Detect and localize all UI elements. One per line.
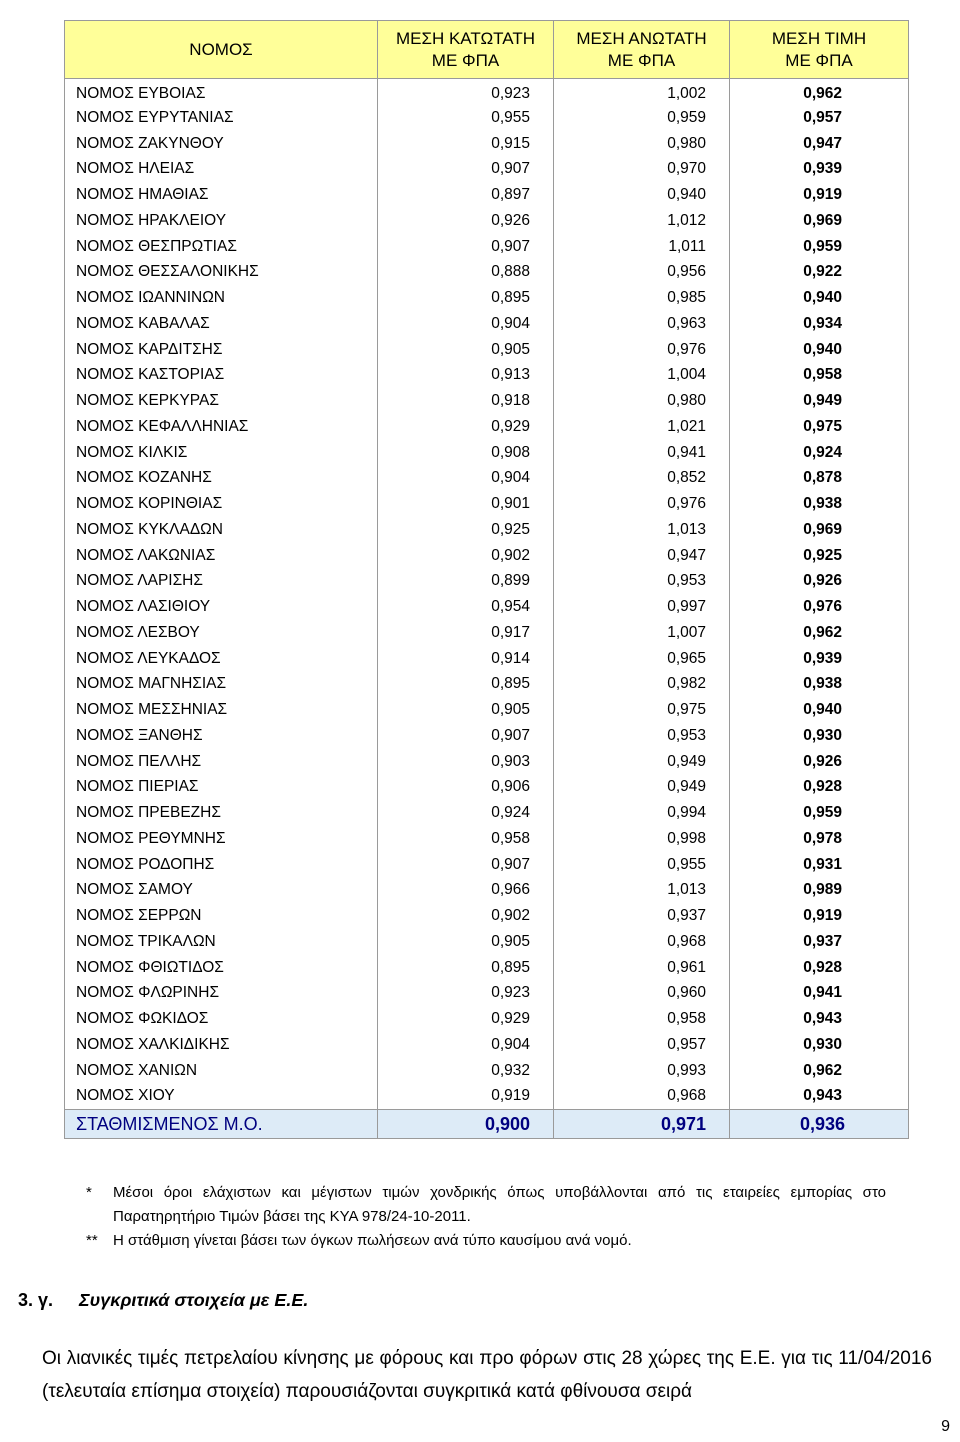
prefecture-name: ΝΟΜΟΣ ΜΕΣΣΗΝΙΑΣ (65, 697, 378, 723)
avg-min-value: 0,929 (378, 414, 554, 440)
avg-price-value: 0,958 (730, 363, 909, 389)
prefecture-name: ΝΟΜΟΣ ΕΥΒΟΙΑΣ (65, 79, 378, 106)
prefecture-name: ΝΟΜΟΣ ΛΕΥΚΑΔΟΣ (65, 646, 378, 672)
table-row (65, 1084, 909, 1110)
prefecture-name: ΝΟΜΟΣ ΣΑΜΟΥ (65, 878, 378, 904)
avg-price-value: 0,939 (730, 157, 909, 183)
avg-price-value: 0,919 (730, 903, 909, 929)
avg-price-value: 0,941 (730, 981, 909, 1007)
avg-price-value: 0,922 (730, 260, 909, 286)
avg-max-value: 0,959 (554, 105, 730, 131)
avg-max-value: 0,963 (554, 311, 730, 337)
section-heading (18, 1290, 308, 1311)
avg-min-value: 0,906 (378, 775, 554, 801)
avg-price-value: 0,989 (730, 878, 909, 904)
avg-max-value: 1,007 (554, 620, 730, 646)
avg-price-value: 0,925 (730, 543, 909, 569)
prefecture-name: ΝΟΜΟΣ ΚΑΡΔΙΤΣΗΣ (65, 337, 378, 363)
avg-max-value: 0,982 (554, 672, 730, 698)
avg-max-value: 0,941 (554, 440, 730, 466)
prefecture-name: ΝΟΜΟΣ ΘΕΣΣΑΛΟΝΙΚΗΣ (65, 260, 378, 286)
table-row (65, 646, 909, 672)
avg-max-value: 0,998 (554, 826, 730, 852)
footnote-mark: ** (86, 1232, 98, 1249)
footnote-single-asterisk (86, 1181, 886, 1229)
prefecture-name: ΝΟΜΟΣ ΣΕΡΡΩΝ (65, 903, 378, 929)
avg-min-value: 0,913 (378, 363, 554, 389)
avg-max-value: 0,997 (554, 594, 730, 620)
prefecture-name: ΝΟΜΟΣ ΠΡΕΒΕΖΗΣ (65, 800, 378, 826)
avg-price-value: 0,938 (730, 672, 909, 698)
avg-min-value: 0,903 (378, 749, 554, 775)
table-row (65, 620, 909, 646)
avg-price-value: 0,962 (730, 1058, 909, 1084)
table-row (65, 594, 909, 620)
prefecture-name: ΝΟΜΟΣ ΚΕΡΚΥΡΑΣ (65, 388, 378, 414)
avg-min-value: 0,924 (378, 800, 554, 826)
avg-min-value: 0,905 (378, 697, 554, 723)
table-row (65, 260, 909, 286)
prefecture-name: ΝΟΜΟΣ ΛΑΡΙΣΗΣ (65, 569, 378, 595)
table-row (65, 517, 909, 543)
avg-min-value: 0,904 (378, 466, 554, 492)
table-row (65, 234, 909, 260)
prefecture-name: ΝΟΜΟΣ ΦΘΙΩΤΙΔΟΣ (65, 955, 378, 981)
table-row (65, 157, 909, 183)
avg-price-value: 0,947 (730, 131, 909, 157)
table-row (65, 182, 909, 208)
avg-price-value: 0,930 (730, 723, 909, 749)
table-row (65, 388, 909, 414)
header-avg-price-vat: ΜΕΣΗ ΤΙΜΗ ΜΕ ΦΠΑ (730, 21, 909, 79)
avg-min-value: 0,895 (378, 285, 554, 311)
prefecture-price-table (64, 20, 909, 1139)
avg-min-value: 0,914 (378, 646, 554, 672)
table-row (65, 852, 909, 878)
avg-min-value: 0,917 (378, 620, 554, 646)
prefecture-name: ΝΟΜΟΣ ΦΛΩΡΙΝΗΣ (65, 981, 378, 1007)
prefecture-name: ΝΟΜΟΣ ΤΡΙΚΑΛΩΝ (65, 929, 378, 955)
avg-price-value: 0,943 (730, 1084, 909, 1110)
prefecture-name: ΝΟΜΟΣ ΦΩΚΙΔΟΣ (65, 1006, 378, 1032)
avg-price-value: 0,930 (730, 1032, 909, 1058)
avg-max-value: 0,976 (554, 491, 730, 517)
avg-max-value: 0,968 (554, 929, 730, 955)
footnote-text: Μέσοι όροι ελάχιστων και μέγιστων τιμών χονδρικής όπως υποβάλλονται από τις εταιρείες εμπορίας στο Παρατηρητήριο Τιμών βάσει της ΚΥΑ 978/24-10-2011. (113, 1184, 886, 1225)
avg-min-value: 0,907 (378, 157, 554, 183)
avg-price-value: 0,943 (730, 1006, 909, 1032)
avg-max-value: 0,947 (554, 543, 730, 569)
avg-max-value: 0,953 (554, 569, 730, 595)
weighted-average-row (65, 1110, 909, 1139)
avg-max-value: 0,965 (554, 646, 730, 672)
prefecture-name: ΝΟΜΟΣ ΠΙΕΡΙΑΣ (65, 775, 378, 801)
avg-max-value: 0,956 (554, 260, 730, 286)
section-title: Συγκριτικά στοιχεία με Ε.Ε. (79, 1290, 309, 1310)
table-row (65, 105, 909, 131)
avg-max-value: 0,958 (554, 1006, 730, 1032)
avg-price-value: 0,931 (730, 852, 909, 878)
avg-price-value: 0,940 (730, 697, 909, 723)
prefecture-name: ΝΟΜΟΣ ΡΟΔΟΠΗΣ (65, 852, 378, 878)
weighted-average-price: 0,936 (730, 1110, 909, 1139)
avg-min-value: 0,897 (378, 182, 554, 208)
avg-min-value: 0,923 (378, 79, 554, 106)
avg-max-value: 1,011 (554, 234, 730, 260)
avg-min-value: 0,926 (378, 208, 554, 234)
avg-max-value: 1,004 (554, 363, 730, 389)
table-row (65, 285, 909, 311)
avg-price-value: 0,962 (730, 620, 909, 646)
avg-price-value: 0,957 (730, 105, 909, 131)
prefecture-name: ΝΟΜΟΣ ΖΑΚΥΝΘΟΥ (65, 131, 378, 157)
avg-price-value: 0,978 (730, 826, 909, 852)
avg-price-value: 0,938 (730, 491, 909, 517)
table-row (65, 131, 909, 157)
prefecture-name: ΝΟΜΟΣ ΗΜΑΘΙΑΣ (65, 182, 378, 208)
avg-min-value: 0,908 (378, 440, 554, 466)
avg-max-value: 0,993 (554, 1058, 730, 1084)
avg-price-value: 0,934 (730, 311, 909, 337)
avg-max-value: 0,957 (554, 1032, 730, 1058)
section-number: 3. γ. (18, 1290, 54, 1310)
avg-min-value: 0,901 (378, 491, 554, 517)
table-row (65, 749, 909, 775)
table-row (65, 903, 909, 929)
table-row (65, 1058, 909, 1084)
avg-max-value: 0,852 (554, 466, 730, 492)
avg-price-value: 0,928 (730, 955, 909, 981)
table-header (65, 21, 909, 79)
body-paragraph: Οι λιανικές τιμές πετρελαίου κίνησης με φόρους και προ φόρων στις 28 χώρες της Ε.Ε. για τις 11/04/2016 (τελευταία επίσημα στοιχεία) παρουσιάζονται συγκριτικά κατά φθίνουσα σειρά (42, 1348, 932, 1402)
avg-min-value: 0,932 (378, 1058, 554, 1084)
table-row (65, 955, 909, 981)
table-row (65, 414, 909, 440)
avg-max-value: 0,975 (554, 697, 730, 723)
avg-price-value: 0,878 (730, 466, 909, 492)
table-row (65, 569, 909, 595)
avg-price-value: 0,976 (730, 594, 909, 620)
table-row (65, 208, 909, 234)
footnote-mark: * (86, 1184, 92, 1201)
avg-min-value: 0,902 (378, 903, 554, 929)
avg-max-value: 1,002 (554, 79, 730, 106)
table-row (65, 79, 909, 106)
avg-price-value: 0,937 (730, 929, 909, 955)
avg-min-value: 0,915 (378, 131, 554, 157)
prefecture-name: ΝΟΜΟΣ ΧΑΛΚΙΔΙΚΗΣ (65, 1032, 378, 1058)
prefecture-name: ΝΟΜΟΣ ΜΑΓΝΗΣΙΑΣ (65, 672, 378, 698)
table-row (65, 466, 909, 492)
avg-min-value: 0,929 (378, 1006, 554, 1032)
avg-price-value: 0,975 (730, 414, 909, 440)
table-row (65, 723, 909, 749)
table-row (65, 543, 909, 569)
prefecture-name: ΝΟΜΟΣ ΚΙΛΚΙΣ (65, 440, 378, 466)
footnote-text: Η στάθμιση γίνεται βάσει των όγκων πωλήσεων ανά τύπο καυσίμου ανά νομό. (113, 1232, 632, 1249)
table-row (65, 672, 909, 698)
avg-max-value: 0,980 (554, 131, 730, 157)
avg-max-value: 0,940 (554, 182, 730, 208)
avg-min-value: 0,923 (378, 981, 554, 1007)
avg-min-value: 0,966 (378, 878, 554, 904)
avg-min-value: 0,904 (378, 311, 554, 337)
avg-min-value: 0,907 (378, 234, 554, 260)
avg-price-value: 0,924 (730, 440, 909, 466)
avg-price-value: 0,926 (730, 749, 909, 775)
avg-max-value: 1,013 (554, 878, 730, 904)
avg-min-value: 0,907 (378, 852, 554, 878)
avg-min-value: 0,902 (378, 543, 554, 569)
avg-min-value: 0,899 (378, 569, 554, 595)
prefecture-name: ΝΟΜΟΣ ΚΑΣΤΟΡΙΑΣ (65, 363, 378, 389)
avg-max-value: 0,994 (554, 800, 730, 826)
table-row (65, 800, 909, 826)
prefecture-name: ΝΟΜΟΣ ΠΕΛΛΗΣ (65, 749, 378, 775)
weighted-average-min: 0,900 (378, 1110, 554, 1139)
avg-min-value: 0,918 (378, 388, 554, 414)
avg-max-value: 0,949 (554, 749, 730, 775)
table-row (65, 826, 909, 852)
avg-price-value: 0,940 (730, 337, 909, 363)
prefecture-name: ΝΟΜΟΣ ΞΑΝΘΗΣ (65, 723, 378, 749)
avg-max-value: 0,980 (554, 388, 730, 414)
prefecture-name: ΝΟΜΟΣ ΕΥΡΥΤΑΝΙΑΣ (65, 105, 378, 131)
avg-min-value: 0,904 (378, 1032, 554, 1058)
avg-max-value: 1,012 (554, 208, 730, 234)
table-footer (65, 1110, 909, 1139)
table-row (65, 697, 909, 723)
prefecture-name: ΝΟΜΟΣ ΚΟΖΑΝΗΣ (65, 466, 378, 492)
avg-price-value: 0,939 (730, 646, 909, 672)
table-row (65, 878, 909, 904)
avg-price-value: 0,969 (730, 517, 909, 543)
header-avg-min-vat: ΜΕΣΗ ΚΑΤΩΤΑΤΗ ΜΕ ΦΠΑ (378, 21, 554, 79)
avg-max-value: 0,960 (554, 981, 730, 1007)
table-row (65, 775, 909, 801)
avg-price-value: 0,949 (730, 388, 909, 414)
prefecture-name: ΝΟΜΟΣ ΛΕΣΒΟΥ (65, 620, 378, 646)
avg-max-value: 0,953 (554, 723, 730, 749)
prefecture-name: ΝΟΜΟΣ ΧΙΟΥ (65, 1084, 378, 1110)
avg-max-value: 0,937 (554, 903, 730, 929)
avg-max-value: 0,968 (554, 1084, 730, 1110)
prefecture-name: ΝΟΜΟΣ ΚΑΒΑΛΑΣ (65, 311, 378, 337)
prefecture-name: ΝΟΜΟΣ ΛΑΣΙΘΙΟΥ (65, 594, 378, 620)
avg-min-value: 0,905 (378, 337, 554, 363)
table-body (65, 79, 909, 1110)
prefecture-name: ΝΟΜΟΣ ΗΡΑΚΛΕΙΟΥ (65, 208, 378, 234)
avg-price-value: 0,940 (730, 285, 909, 311)
table-row (65, 337, 909, 363)
prefecture-name: ΝΟΜΟΣ ΙΩΑΝΝΙΝΩΝ (65, 285, 378, 311)
table-row (65, 491, 909, 517)
footnote-double-asterisk (86, 1229, 886, 1253)
avg-min-value: 0,954 (378, 594, 554, 620)
table-row (65, 363, 909, 389)
page-number: 9 (941, 1418, 950, 1435)
avg-price-value: 0,928 (730, 775, 909, 801)
prefecture-name: ΝΟΜΟΣ ΗΛΕΙΑΣ (65, 157, 378, 183)
weighted-average-max: 0,971 (554, 1110, 730, 1139)
table-row (65, 311, 909, 337)
table-row (65, 1006, 909, 1032)
avg-max-value: 0,955 (554, 852, 730, 878)
avg-min-value: 0,888 (378, 260, 554, 286)
table-row (65, 929, 909, 955)
avg-max-value: 0,949 (554, 775, 730, 801)
avg-min-value: 0,955 (378, 105, 554, 131)
avg-min-value: 0,907 (378, 723, 554, 749)
prefecture-name: ΝΟΜΟΣ ΡΕΘΥΜΝΗΣ (65, 826, 378, 852)
prefecture-name: ΝΟΜΟΣ ΛΑΚΩΝΙΑΣ (65, 543, 378, 569)
prefecture-name: ΝΟΜΟΣ ΧΑΝΙΩΝ (65, 1058, 378, 1084)
avg-min-value: 0,895 (378, 955, 554, 981)
avg-price-value: 0,969 (730, 208, 909, 234)
table-row (65, 1032, 909, 1058)
avg-price-value: 0,919 (730, 182, 909, 208)
avg-price-value: 0,959 (730, 234, 909, 260)
header-prefecture: ΝΟΜΟΣ (65, 21, 378, 79)
avg-max-value: 1,021 (554, 414, 730, 440)
avg-min-value: 0,925 (378, 517, 554, 543)
prefecture-name: ΝΟΜΟΣ ΚΥΚΛΑΔΩΝ (65, 517, 378, 543)
avg-min-value: 0,905 (378, 929, 554, 955)
prefecture-name: ΝΟΜΟΣ ΚΟΡΙΝΘΙΑΣ (65, 491, 378, 517)
weighted-average-label: ΣΤΑΘΜΙΣΜΕΝΟΣ Μ.Ο. (65, 1110, 378, 1139)
table-row (65, 440, 909, 466)
avg-max-value: 0,985 (554, 285, 730, 311)
avg-min-value: 0,958 (378, 826, 554, 852)
prefecture-name: ΝΟΜΟΣ ΚΕΦΑΛΛΗΝΙΑΣ (65, 414, 378, 440)
avg-price-value: 0,962 (730, 79, 909, 106)
prefecture-name: ΝΟΜΟΣ ΘΕΣΠΡΩΤΙΑΣ (65, 234, 378, 260)
avg-max-value: 0,970 (554, 157, 730, 183)
header-avg-max-vat: ΜΕΣΗ ΑΝΩΤΑΤΗ ΜΕ ΦΠΑ (554, 21, 730, 79)
avg-max-value: 0,976 (554, 337, 730, 363)
avg-min-value: 0,919 (378, 1084, 554, 1110)
table-row (65, 981, 909, 1007)
avg-max-value: 1,013 (554, 517, 730, 543)
avg-price-value: 0,926 (730, 569, 909, 595)
avg-price-value: 0,959 (730, 800, 909, 826)
avg-min-value: 0,895 (378, 672, 554, 698)
avg-max-value: 0,961 (554, 955, 730, 981)
